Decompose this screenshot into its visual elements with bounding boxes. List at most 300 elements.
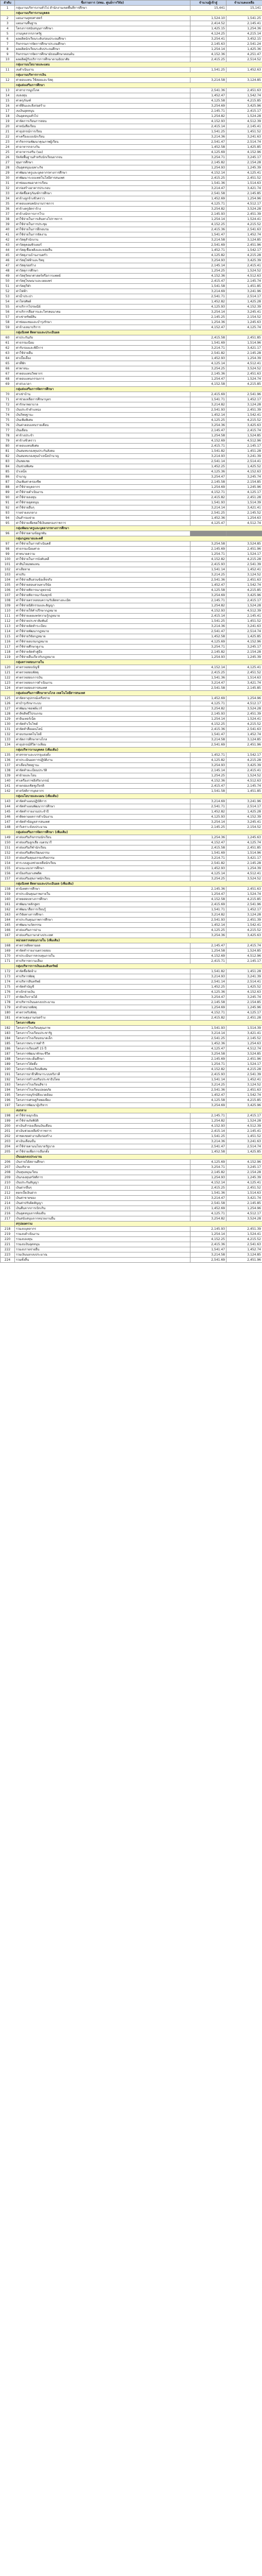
row-number: 32 (1, 186, 15, 191)
amount-a: 1,541.47 (190, 232, 226, 238)
amount-b: 3,124.52 (226, 1082, 262, 1088)
row-number: 69 (1, 382, 15, 387)
amount-b: 3,524.28 (226, 207, 262, 212)
table-row (1, 1216, 262, 1222)
item-name: ค่าใช้จ่ายในการจัดงาน (15, 232, 190, 238)
row-number: 17 (1, 109, 15, 114)
amount-a: 2,415.71 (190, 959, 226, 964)
item-name: ค่าบำรุงรักษาระบบ (15, 701, 190, 706)
item-name: ดอกเบี้ยเงินฝาก (15, 1191, 190, 1196)
row-number: 9 (1, 52, 15, 57)
row-number: 203 (1, 1139, 15, 1144)
amount-b: 1,245.96 (226, 1005, 262, 1010)
amount-a: 3,254.47 (190, 474, 226, 480)
item-name: เงินค่าตอบแทนรายเดือน (15, 423, 190, 428)
row-number: 154 (1, 861, 15, 866)
amount-b: 2,451.63 (226, 88, 262, 93)
item-name: โครงการโรงเรียนประชารัฐ (15, 1031, 190, 1036)
table-row (1, 1067, 262, 1072)
item-name: ค่าวัสดุก่อสร้าง (15, 263, 190, 268)
row-number: 117 (1, 645, 15, 650)
section-no-cell (1, 660, 15, 665)
row-number: 23 (1, 140, 15, 145)
amount-a: 2,541.36 (190, 88, 226, 93)
row-number: 31 (1, 181, 15, 186)
item-name: ค่าส่งเสริมคุณธรรมจริยธรรม (15, 856, 190, 861)
amount-b: 2,541.39 (226, 1072, 262, 1077)
row-number: 187 (1, 1052, 15, 1057)
row-number: 148 (1, 825, 15, 830)
table-row (1, 742, 262, 748)
row-number: 18 (1, 114, 15, 119)
amount-a: 2,541.82 (190, 351, 226, 356)
table-row (1, 1000, 262, 1005)
amount-a: 2,145.63 (190, 42, 226, 47)
amount-a: 3,214.14 (190, 1031, 226, 1036)
amount-a: 4,125.71 (190, 701, 226, 706)
item-name: ค่าติดตามผลการดำเนินงาน (15, 815, 190, 820)
amount-b: 4,215.52 (226, 418, 262, 423)
amount-a: 3,214.36 (190, 1139, 226, 1144)
amount-b: 1,452.74 (226, 732, 262, 737)
amount-a: 3,254.69 (190, 1103, 226, 1108)
amount-a: 4,152.47 (190, 325, 226, 330)
amount-a: 4,125.58 (190, 588, 226, 593)
item-name: ค่าเช่าบ้าน (15, 392, 190, 397)
table-row (1, 382, 262, 387)
item-name: ค่าตรวจรับพัสดุ (15, 1010, 190, 1015)
section-no-cell (1, 748, 15, 753)
amount-b: 3,245.17 (226, 155, 262, 160)
item-name: ค่าจ้างประจำ (15, 433, 190, 438)
table-row (1, 578, 262, 583)
amount-a: 4,125.47 (190, 521, 226, 526)
table-row (1, 186, 262, 191)
section-no-cell (1, 83, 15, 88)
table-row (1, 887, 262, 892)
amount-b: 3,124.28 (226, 402, 262, 408)
row-number: 106 (1, 588, 15, 593)
row-number: 184 (1, 1036, 15, 1041)
table-row (1, 263, 262, 268)
amount-a: 2,145.71 (190, 598, 226, 603)
amount-b: 3,425.63 (226, 423, 262, 428)
section-row (1, 1021, 262, 1026)
amount-a: 2,145.25 (190, 825, 226, 830)
amount-a: 1,254.14 (190, 1232, 226, 1237)
table-row (1, 93, 262, 98)
row-number: 72 (1, 402, 15, 408)
row-number: 132 (1, 732, 15, 737)
item-name: ค่าวัสดุสำนักงาน (15, 238, 190, 243)
table-row (1, 438, 262, 444)
table-row (1, 608, 262, 614)
row-number: 129 (1, 717, 15, 722)
item-name: ค่าใช้จ่ายจัดทำระเบียบ (15, 624, 190, 629)
amount-b: 2,514.17 (226, 294, 262, 299)
item-name: โครงการอาชีวศึกษาระบบทวิภาคี (15, 1072, 190, 1077)
amount-a: 2,145.93 (190, 212, 226, 217)
item-name: ค่าวัสดุงานบ้านงานครัว (15, 253, 190, 258)
amount-b: 1,451.85 (226, 789, 262, 794)
amount-b: 1,514.63 (226, 181, 262, 186)
table-row (1, 155, 262, 160)
section-title: กลุ่มนิเทศ ติดตามและประเมินผล (15, 330, 262, 335)
row-number: 34 (1, 196, 15, 201)
amount-b: 4,215.52 (226, 1237, 262, 1242)
amount-b: 2,145.28 (226, 861, 262, 866)
item-name: ค่าจัดทำทะเบียนประวัติ (15, 768, 190, 773)
item-name: ค่าจัดการศึกษาทางไกล (15, 737, 190, 742)
amount-a: 3,214.47 (190, 681, 226, 686)
table-row (1, 603, 262, 608)
item-name: ค่าสาธารณูปโภค (15, 88, 190, 93)
row-number: 105 (1, 583, 15, 588)
item-name: ค่าใช้จ่ายพิจารณาร้องทุกข์ (15, 593, 190, 598)
section-no-cell (1, 830, 15, 835)
amount-b: 3,524.85 (226, 1052, 262, 1057)
amount-a: 4,125.25 (190, 928, 226, 933)
amount-a: 1,452.58 (190, 634, 226, 639)
amount-b: 4,512.39 (226, 1124, 262, 1129)
item-name: เงินช่วยพิเศษ (15, 464, 190, 469)
row-number: 12 (1, 78, 15, 83)
row-number: 123 (1, 681, 15, 686)
table-row (1, 222, 262, 227)
row-number: 124 (1, 686, 15, 691)
table-row (1, 727, 262, 732)
row-number: 147 (1, 820, 15, 825)
row-number: 152 (1, 851, 15, 856)
table-row (1, 1088, 262, 1093)
item-name: ค่าจ้างครูอัตราจ้าง (15, 207, 190, 212)
amount-a: 1,452.36 (190, 516, 226, 521)
row-number: 103 (1, 572, 15, 578)
table-row (1, 665, 262, 670)
item-name: ค่าเงินช่วยเหลือข้าราชการ (15, 1129, 190, 1134)
amount-b: 2,451.39 (226, 212, 262, 217)
amount-b: 3,124.85 (226, 737, 262, 742)
row-number: 42 (1, 238, 15, 243)
item-name: ค่าตอบแทนพิเศษ (15, 444, 190, 449)
row-number: 195 (1, 1093, 15, 1098)
table-row (1, 320, 262, 325)
item-name: รวมทั้งสิ้น (15, 1258, 190, 1263)
row-number: 115 (1, 634, 15, 639)
row-number: 151 (1, 845, 15, 851)
section-no-cell (1, 11, 15, 16)
item-name: ค่าควบคุมงานก่อสร้าง (15, 1015, 190, 1021)
row-number: 119 (1, 655, 15, 660)
amount-b: 1,524.74 (226, 377, 262, 382)
amount-b: 15,141 (226, 6, 262, 11)
amount-b: 4,512.74 (226, 1046, 262, 1052)
table-row (1, 1139, 262, 1144)
item-name: โครงการสร้างเสริมประชาธิปไตย (15, 1077, 190, 1082)
row-number: 134 (1, 742, 15, 748)
amount-a: 2,541.25 (190, 511, 226, 516)
item-name: ค่าเบี้ยเลี้ยง (15, 356, 190, 361)
row-number: 28 (1, 165, 15, 171)
item-name: ค่าใช้จ่ายพัฒนากฎหมาย (15, 629, 190, 634)
amount-b: 1,451.52 (226, 129, 262, 134)
row-number: 194 (1, 1088, 15, 1093)
table-row (1, 1093, 262, 1098)
row-number: 219 (1, 1232, 15, 1237)
table-row (1, 1175, 262, 1180)
amount-a: 3,214.58 (190, 737, 226, 742)
amount-b: 4,215.52 (226, 722, 262, 727)
amount-b: 3,524.85 (226, 541, 262, 547)
row-number: 142 (1, 789, 15, 794)
item-name: ค่าส่งเสริมศิลปวัฒนธรรม (15, 851, 190, 856)
table-row (1, 1165, 262, 1170)
row-number: 63 (1, 351, 15, 356)
table-row (1, 423, 262, 428)
row-number: 193 (1, 1082, 15, 1088)
table-row (1, 413, 262, 418)
row-number: 3 (1, 21, 15, 26)
amount-a: 2,145.47 (190, 943, 226, 948)
row-number: 181 (1, 1015, 15, 1021)
row-number: 52 (1, 289, 15, 294)
amount-b: 4,152.63 (226, 469, 262, 474)
amount-b: 2,154.28 (226, 1170, 262, 1175)
table-row (1, 861, 262, 866)
row-number: 16 (1, 104, 15, 109)
item-name: ค่าวัสดุวิทยาศาสตร์หรือการแพทย์ (15, 274, 190, 279)
item-name: ค่าส่งเสริมการอ่าน (15, 928, 190, 933)
item-name: เงินเพิ่มค่าครองชีพ (15, 480, 190, 485)
row-number: 55 (1, 304, 15, 310)
amount-b: 4,215.85 (226, 1098, 262, 1103)
row-number: 10 (1, 57, 15, 62)
amount-b: 2,451.96 (226, 1258, 262, 1263)
item-name: ค่าใช้จ่ายดำเนินงาน (15, 490, 190, 495)
amount-b: 1,452.41 (226, 1077, 262, 1082)
section-row (1, 938, 262, 943)
item-name: ค่าตอบแทนกรรมการ (15, 377, 190, 382)
amount-a: 1,254.14 (190, 217, 226, 222)
row-number: 200 (1, 1124, 15, 1129)
table-row (1, 902, 262, 907)
table-row (1, 459, 262, 464)
item-name: ค่าย้ายและโอน (15, 773, 190, 778)
item-name: ค่าส่งเสริมลูกเสือ เนตรนารี (15, 840, 190, 845)
item-name: ค่าจ้างชั่วคราว (15, 438, 190, 444)
amount-b: 1,524.41 (226, 217, 262, 222)
amount-a: 1,254.25 (190, 268, 226, 274)
table-row (1, 1062, 262, 1067)
table-row (1, 191, 262, 196)
amount-b: 2,541.24 (226, 42, 262, 47)
amount-a: 2,145.47 (190, 428, 226, 433)
section-row (1, 1108, 262, 1113)
amount-b: 3,452.15 (226, 37, 262, 42)
item-name: บำเหน็จ (15, 469, 190, 474)
table-row (1, 16, 262, 21)
amount-a: 2,145.93 (190, 711, 226, 717)
amount-a: 1,254.36 (190, 320, 226, 325)
amount-a: 1,452.69 (190, 1206, 226, 1211)
amount-b: 1,425.52 (226, 985, 262, 990)
amount-a: 4,152.58 (190, 382, 226, 387)
item-name: ค่าครุภัณฑ์ (15, 98, 190, 104)
amount-a: 1,541.93 (190, 1026, 226, 1031)
amount-a: 1,254.58 (190, 948, 226, 954)
amount-b: 1,514.63 (226, 675, 262, 681)
amount-b: 2,145.74 (226, 784, 262, 789)
table-row (1, 732, 262, 737)
amount-a: 3,214.25 (190, 572, 226, 578)
table-row (1, 377, 262, 382)
row-number: 128 (1, 711, 15, 717)
row-number: 111 (1, 614, 15, 619)
section-row (1, 964, 262, 969)
amount-a: 3,254.41 (190, 37, 226, 42)
item-name: โครงการเรียนฟรี 15 ปี (15, 1046, 190, 1052)
amount-b: 1,542.17 (226, 753, 262, 758)
amount-b: 2,451.85 (226, 335, 262, 341)
amount-a: 2,415.71 (190, 444, 226, 449)
section-title: กลุ่มงานบริหารการเงิน (15, 73, 262, 78)
item-name: ค่ารักษาพยาบาล (15, 402, 190, 408)
row-number: 211 (1, 1185, 15, 1191)
header-name: ชื่อรายการ (สพม. ศูนย์การวิจัย) (15, 1, 190, 6)
row-number: 163 (1, 912, 15, 918)
row-number: 165 (1, 923, 15, 928)
row-number: 47 (1, 263, 15, 268)
amount-a: 4,152.36 (190, 274, 226, 279)
item-name: ค่าพัฒนาซอฟต์แวร์ (15, 706, 190, 711)
row-number: 192 (1, 1077, 15, 1082)
section-title: กลุ่มบริหารงานบุคคล (เพิ่มเติม) (15, 748, 262, 753)
amount-b: 4,152.63 (226, 990, 262, 995)
table-row (1, 176, 262, 181)
item-name: ค่าใช้จ่ายประชาสัมพันธ์ (15, 619, 190, 624)
amount-b: 4,215.28 (226, 758, 262, 763)
table-row (1, 897, 262, 902)
table-body (1, 6, 262, 1263)
row-number: 8 (1, 47, 15, 52)
amount-b: 3,425.96 (226, 104, 262, 109)
item-name: ค่าตอบแทนพนักงานราชการ (15, 201, 190, 207)
amount-a: 2,145.14 (190, 768, 226, 773)
row-number: 185 (1, 1041, 15, 1046)
item-name: ค่าจ้างลูกจ้างชั่วคราว (15, 196, 190, 201)
row-number: 113 (1, 624, 15, 629)
table-row (1, 815, 262, 820)
amount-a: 2,541.69 (190, 742, 226, 748)
amount-a: 1,254.58 (190, 433, 226, 438)
item-name: กิจกรรมการจัดการศึกษามัธยมศึกษาตอนต้น (15, 52, 190, 57)
item-name: รวมงบบุคลากร (15, 1227, 190, 1232)
amount-b: 1,452.74 (226, 232, 262, 238)
amount-a: 1,254.93 (190, 1175, 226, 1180)
amount-b: 1,514.39 (226, 500, 262, 505)
amount-b: 2,145.85 (226, 1201, 262, 1206)
amount-a: 1,541.14 (190, 567, 226, 572)
row-number: 143 (1, 799, 15, 804)
row-number: 122 (1, 675, 15, 681)
amount-b: 1,425.28 (226, 809, 262, 815)
amount-a: 3,254.25 (190, 876, 226, 882)
item-name: โครงการอนุรักษ์สิ่งแวดล้อม (15, 1093, 190, 1098)
amount-a: 4,125.69 (190, 1160, 226, 1165)
amount-a: 2,415.36 (190, 227, 226, 232)
amount-a: 1,254.82 (190, 1118, 226, 1124)
table-row (1, 1052, 262, 1057)
item-name: ค่าวัสดุไฟฟ้าและวิทยุ (15, 258, 190, 263)
table-row (1, 505, 262, 511)
amount-a: 1,452.47 (190, 93, 226, 98)
item-name: ค่าพัฒนาระบบเทคโนโลยีสารสนเทศ (15, 176, 190, 181)
table-row (1, 52, 262, 57)
table-row (1, 1026, 262, 1031)
amount-a: 1,541.14 (190, 1077, 226, 1082)
amount-a: 2,415.47 (190, 784, 226, 789)
row-number: 127 (1, 706, 15, 711)
row-number: 88 (1, 485, 15, 490)
amount-b: 2,145.52 (226, 511, 262, 516)
item-name: ค่าจัดทำรายงานประจำปี (15, 809, 190, 815)
amount-b: 2,415.74 (226, 943, 262, 948)
row-number: 61 (1, 341, 15, 346)
amount-a: 3,254.47 (190, 995, 226, 1000)
row-number: 199 (1, 1118, 15, 1124)
table-row (1, 408, 262, 413)
item-name: ค่าพัฒนาสื่อการเรียนรู้ (15, 907, 190, 912)
item-name: ค่าแนะแนวการศึกษา (15, 866, 190, 871)
amount-b: 1,451.28 (226, 969, 262, 974)
item-name: ค่าประเมินคุณภาพภายใน (15, 892, 190, 897)
item-name: ค่าอุปกรณ์การเรียน (15, 129, 190, 134)
item-name: ค่าใช้จ่ายลงทุน (15, 495, 190, 500)
item-name: ค่าใช้จ่ายให้คำปรึกษากฎหมาย (15, 608, 190, 614)
section-no-cell (1, 882, 15, 887)
row-number: 7 (1, 42, 15, 47)
table-row (1, 737, 262, 742)
table-row (1, 1191, 262, 1196)
table-row (1, 109, 262, 114)
table-row (1, 516, 262, 521)
table-row (1, 717, 262, 722)
amount-b: 4,125.41 (226, 665, 262, 670)
amount-a: 4,125.69 (190, 150, 226, 155)
amount-a: 1,541.82 (190, 969, 226, 974)
table-row (1, 433, 262, 438)
table-row (1, 1206, 262, 1211)
amount-a: 2,541.93 (190, 918, 226, 923)
amount-a: 1,254.14 (190, 47, 226, 52)
section-no-cell (1, 1155, 15, 1160)
amount-a: 2,541.14 (190, 979, 226, 985)
table-row (1, 284, 262, 289)
table-row (1, 1237, 262, 1242)
amount-a: 2,541.69 (190, 1258, 226, 1263)
table-row (1, 948, 262, 954)
row-number: 96 (1, 531, 15, 536)
amount-b: 2,145.85 (226, 191, 262, 196)
row-number: 5 (1, 31, 15, 37)
section-title: กลุ่มส่งเสริมการจัดการศึกษา (เพิ่มเติม) (15, 830, 262, 835)
table-row (1, 402, 262, 408)
row-number: 89 (1, 490, 15, 495)
amount-b: 1,254.36 (226, 26, 262, 31)
amount-a: 1,254.93 (190, 655, 226, 660)
table-row (1, 289, 262, 294)
item-name: ค่าตรวจสอบการดำเนินงาน (15, 681, 190, 686)
